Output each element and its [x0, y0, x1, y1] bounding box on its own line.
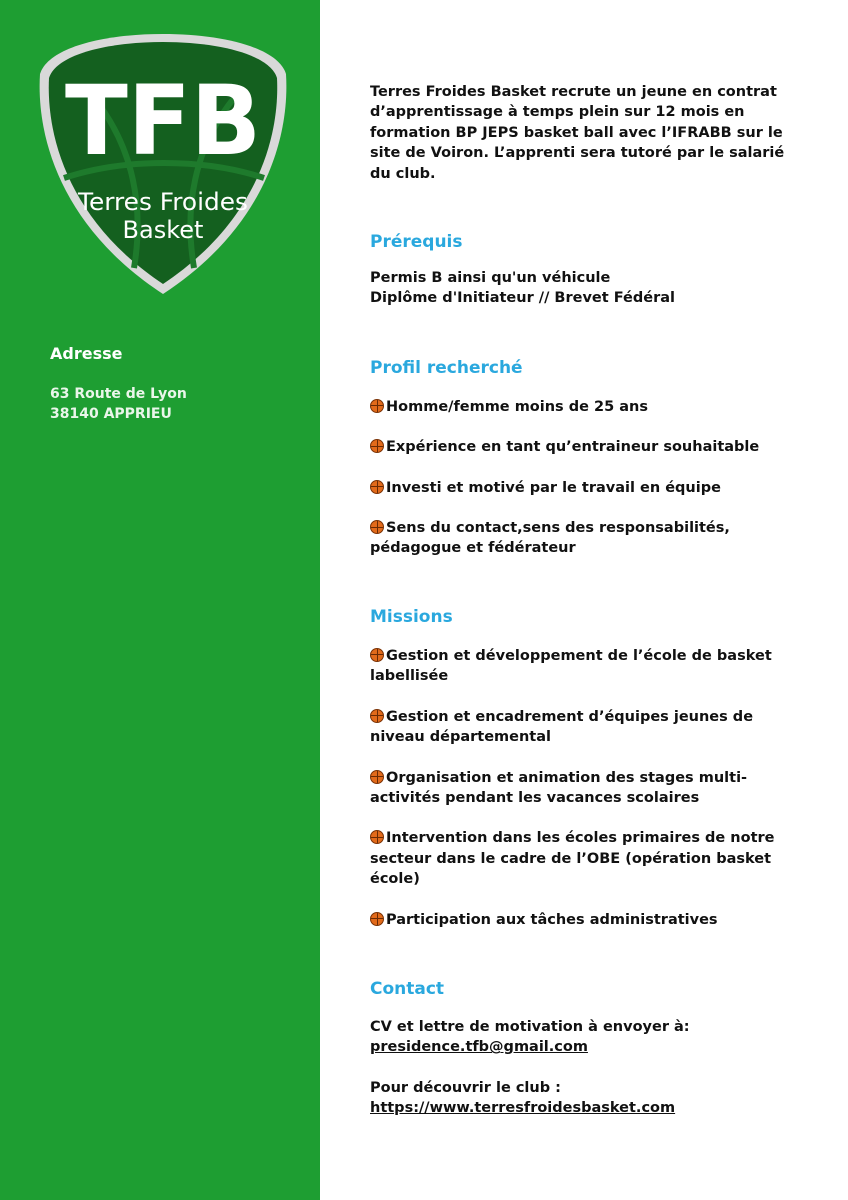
list-item-text: Gestion et développement de l’école de basket: [386, 647, 772, 664]
address-line-1: 63 Route de Lyon: [50, 386, 187, 402]
list-item-text: Participation aux tâches administratives: [386, 911, 718, 928]
website-link[interactable]: https://www.terresfroidesbasket.com: [370, 1100, 676, 1117]
profil-list: [370, 397, 790, 559]
list-item-text: Intervention dans les écoles primaires de notre: [386, 830, 775, 847]
basketball-icon: [370, 709, 384, 723]
list-item: [370, 646, 790, 687]
basketball-icon: [370, 770, 384, 784]
profil-heading: Profil recherché: [370, 357, 523, 378]
contact-block: [370, 1017, 790, 1119]
logo-line1: Terres Froides: [76, 188, 248, 216]
prerequis-heading: Prérequis: [370, 232, 463, 253]
logo-abbr: TFB: [65, 65, 261, 177]
contact-heading: Contact: [370, 978, 445, 999]
list-item: [370, 910, 790, 930]
basketball-icon: [370, 648, 384, 662]
contact-club-text: Pour découvrir le club :: [370, 1079, 561, 1096]
email-link[interactable]: presidence.tfb@gmail.com: [370, 1039, 588, 1056]
prerequis-line: Diplôme d'Initiateur // Brevet Fédéral: [370, 290, 676, 307]
list-item-text: Investi et motivé par le travail en équipe: [386, 479, 721, 496]
address-title: Adresse: [50, 344, 123, 363]
basketball-icon: [370, 912, 384, 926]
intro-line: du club.: [370, 165, 436, 182]
list-item: [370, 707, 790, 748]
main-content: [370, 82, 790, 1119]
logo-line2: Basket: [122, 216, 204, 244]
basketball-icon: [370, 399, 384, 413]
list-item: [370, 478, 790, 498]
list-item: [370, 518, 790, 559]
missions-list: [370, 646, 790, 930]
list-item-text: niveau départemental: [370, 729, 551, 746]
prerequis-line: Permis B ainsi qu'un véhicule: [370, 270, 611, 287]
list-item-text: secteur dans le cadre de l’OBE (opération basket: [370, 850, 772, 867]
missions-heading: Missions: [370, 606, 453, 627]
basketball-icon: [370, 520, 384, 534]
list-item: [370, 828, 790, 889]
list-item-text: Homme/femme moins de 25 ans: [386, 398, 648, 415]
list-item: [370, 437, 790, 457]
club-logo: [34, 28, 292, 300]
intro-line: formation BP JEPS basket ball avec l’IFRABB sur le: [370, 124, 783, 141]
prerequis-list: [370, 268, 790, 309]
list-item-text: Organisation et animation des stages multi-: [386, 769, 748, 786]
list-item-text: Expérience en tant qu’entraineur souhaitable: [386, 439, 760, 456]
list-item: [370, 768, 790, 809]
address-line-2: 38140 APPRIEU: [50, 406, 172, 422]
list-item-text: labellisée: [370, 668, 449, 685]
list-item-text: Gestion et encadrement d’équipes jeunes de: [386, 708, 754, 725]
intro-line: site de Voiron. L’apprenti sera tutoré par le salarié: [370, 145, 785, 162]
basketball-icon: [370, 830, 384, 844]
list-item: [370, 397, 790, 417]
list-item-text: école): [370, 871, 420, 888]
intro-line: Terres Froides Basket recrute un jeune en contrat: [370, 84, 777, 100]
basketball-icon: [370, 480, 384, 494]
list-item-text: Sens du contact,sens des responsabilités,: [386, 520, 730, 537]
intro-paragraph: [370, 82, 790, 184]
list-item-text: activités pendant les vacances scolaires: [370, 789, 700, 806]
sidebar: [0, 0, 320, 1200]
contact-cv-text: CV et lettre de motivation à envoyer à:: [370, 1018, 690, 1035]
intro-line: d’apprentissage à temps plein sur 12 mois en: [370, 104, 745, 121]
list-item-text: pédagogue et fédérateur: [370, 540, 576, 557]
basketball-icon: [370, 439, 384, 453]
